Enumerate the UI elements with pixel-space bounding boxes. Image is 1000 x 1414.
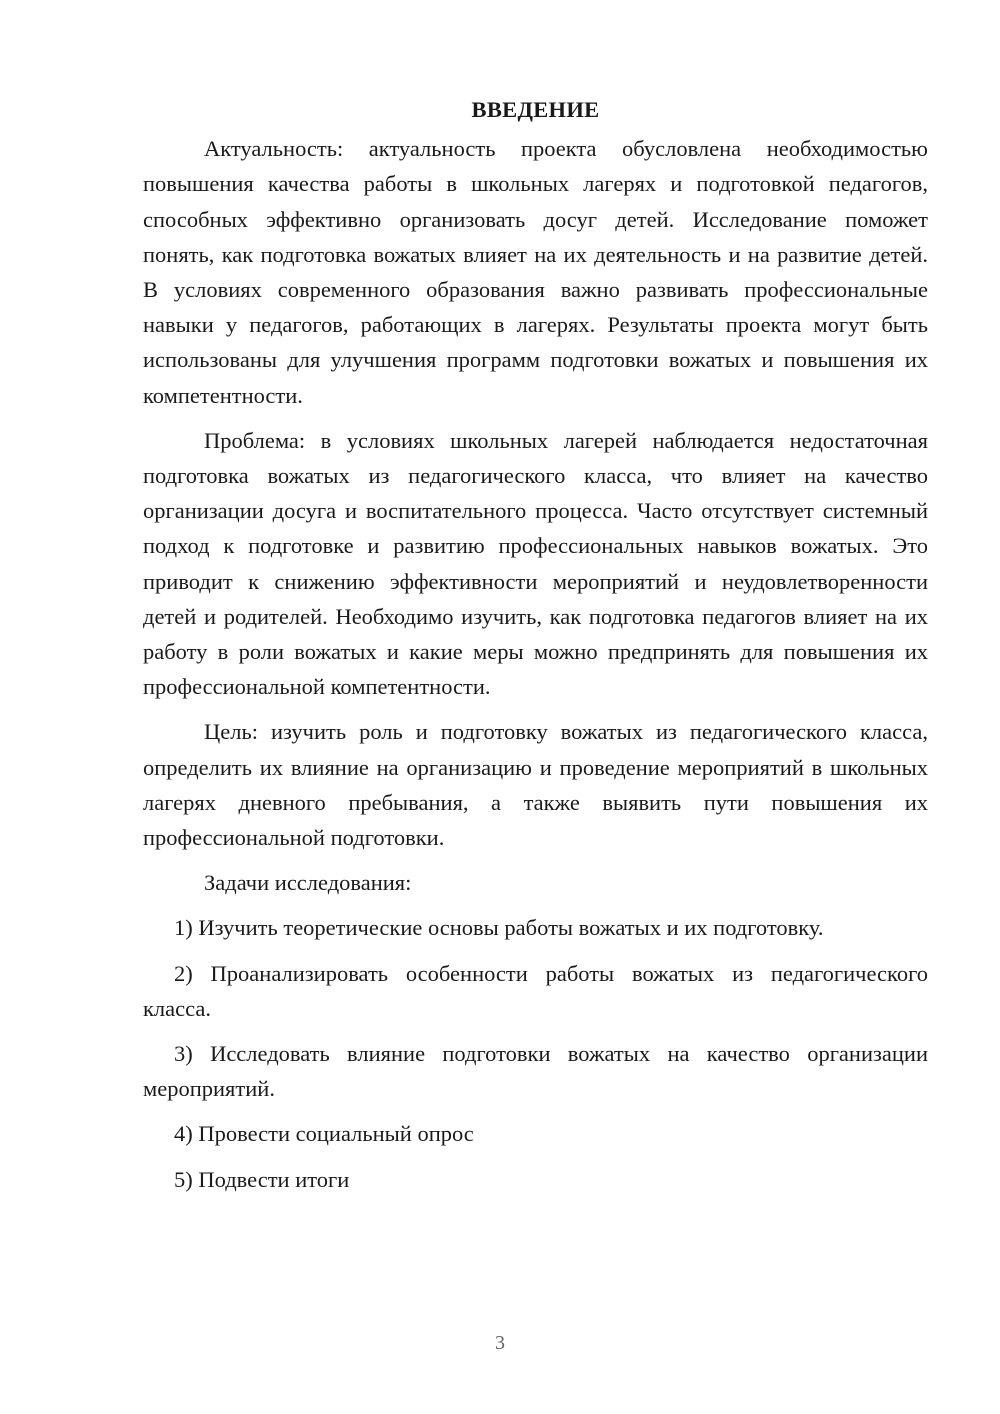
task-item-4: 4) Провести социальный опрос [174,1121,474,1147]
task-item-3: 3) Исследовать влияние подготовки вожатых на качество организации мероприятий. [143,1041,928,1102]
paragraph-goal: Цель: изучить роль и подготовку вожатых из педагогического класса, определить их влияние на организацию и проведение мероприятий в школьных лагерях дневного пребывания, а также выявить пути повышения их профессиональной подготовки. [143,719,928,851]
tasks-heading: Задачи исследования: [204,870,412,896]
task-item-1: 1) Изучить теоретические основы работы вожатых и их подготовку. [174,915,824,941]
task-item-2: 2) Проанализировать особенности работы вожатых из педагогического класса. [143,960,928,1021]
section-heading: ВВЕДЕНИЕ [471,97,600,122]
page-number: 3 [495,1332,505,1354]
paragraph-problem: Проблема: в условиях школьных лагерей наблюдается недостаточная подготовка вожатых из педагогического класса, что влияет на качество организации досуга и воспитательного процесса. Часто отсутствует системный подход к подготовке и развитию профессиональных навыков вожатых. Это приводит к снижению эффективности мероприятий и неудовлетворенности детей и родителей. Необходимо изучить, как подготовка педагогов влияет на их работу в роли вожатых и какие меры можно предпринять для повышения их профессиональной компетентности. [143,427,928,700]
document-page [143,92,928,1207]
task-item-5: 5) Подвести итоги [174,1166,350,1192]
paragraph-relevance: Актуальность: актуальность проекта обусловлена необходимостью повышения качества работы в школьных лагерях и подготовкой педагогов, способных эффективно организовать досуг детей. Исследование поможет понять, как подготовка вожатых влияет на их деятельность и на развитие детей. В условиях современного образования важно развивать профессиональные навыки у педагогов, работающих в лагерях. Результаты проекта могут быть использованы для улучшения программ подготовки вожатых и повышения их компетентности. [143,136,928,408]
